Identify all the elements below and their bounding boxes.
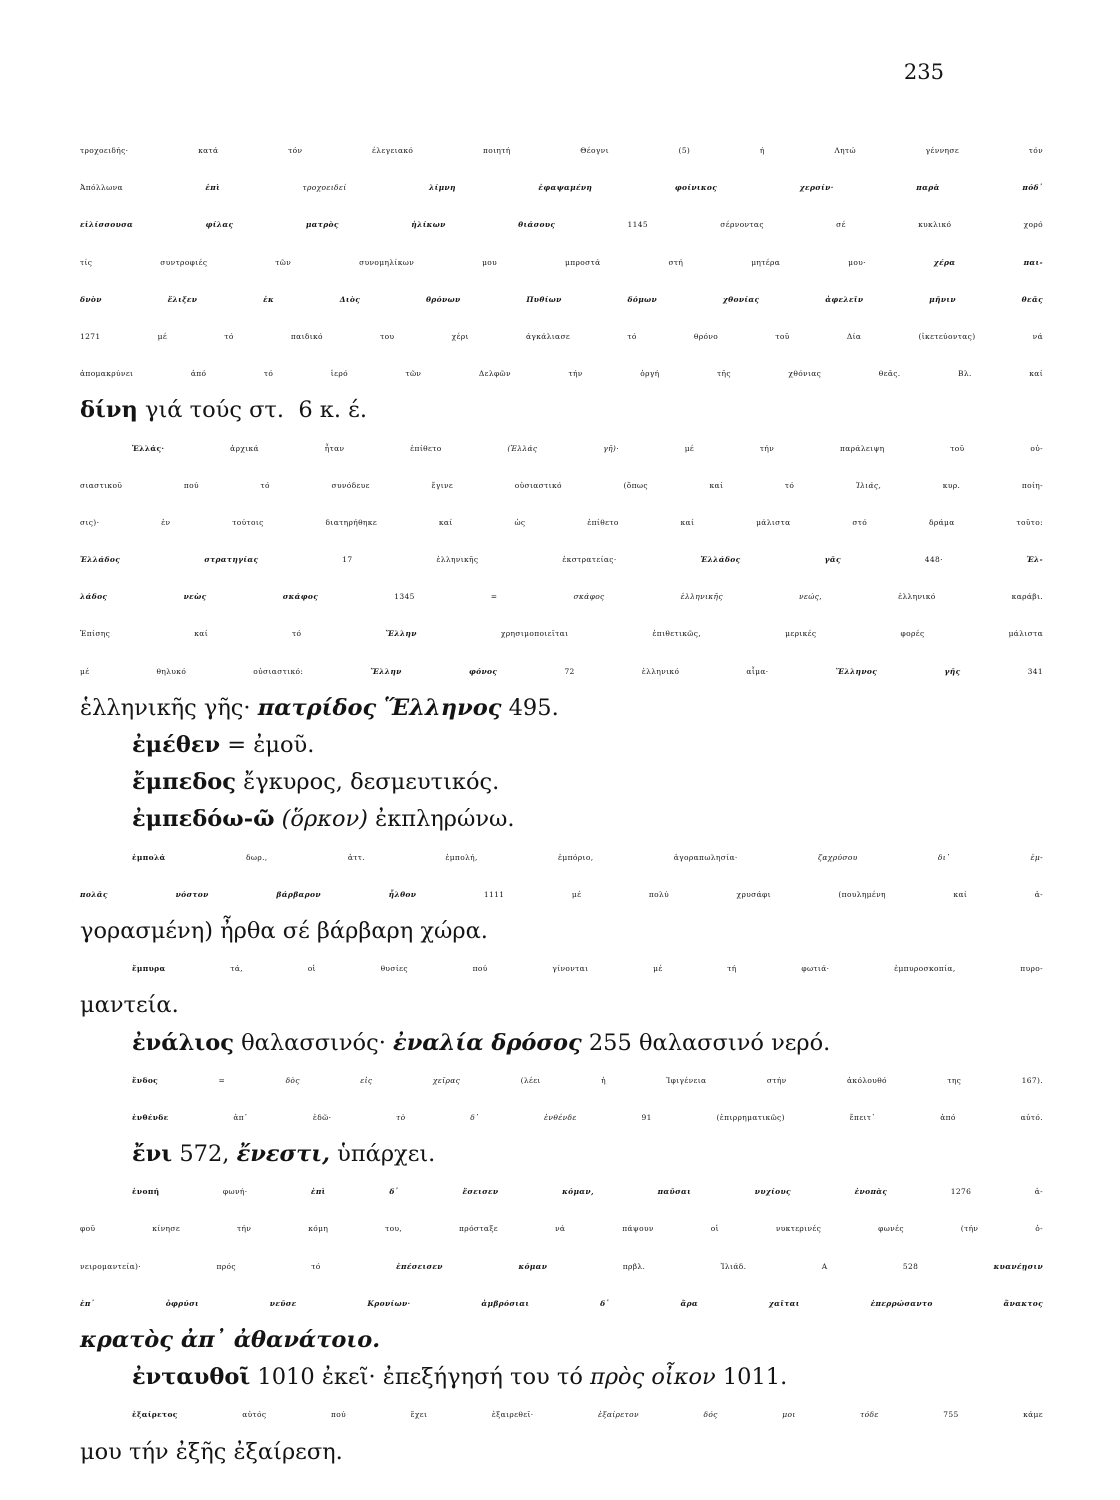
lexicon-text-body: [80, 132, 1043, 1471]
quoted-text: ἐπέσεισεν κόμαν: [396, 1261, 548, 1271]
entry-headword: ἐνάλιος: [132, 1029, 234, 1056]
text-line: [80, 764, 1043, 801]
text-run: τά, οἱ θυσίες πού γίνονται μέ τή φωτιά· ἐμπυροσκοπία, πυρο-: [165, 964, 1043, 974]
text-run: δωρ., ἀττ. ἐμπολή, ἐμπόριο, ἀγοραπωλησία·: [165, 852, 818, 862]
entry-headword: Ἑλλάς·: [132, 443, 165, 453]
text-run: φωνή·: [159, 1187, 311, 1197]
text-line: [80, 1285, 1043, 1322]
text-run: μου τήν ἐξῆς ἐξαίρεση.: [80, 1438, 343, 1465]
entry-headword: ἐμπολά: [132, 852, 166, 862]
quoted-text: ζαχρύσου δι᾽ ἐμ-: [817, 852, 1043, 862]
text-run: 1276 ἀ-: [887, 1187, 1043, 1197]
quoted-text: ἐπὶ δ᾽ ἔσεισεν κόμαν, παῦσαι νυχίους ἐνοπὰς: [310, 1187, 888, 1197]
quoted-text: ἔνεστι,: [236, 1141, 331, 1168]
text-line: [80, 1025, 1043, 1062]
text-run: Ἐπίσης καί τό: [80, 629, 386, 639]
text-line: [80, 206, 1043, 243]
quoted-text: κρατὸς ἀπ᾽ ἀθανάτοιο.: [80, 1327, 381, 1353]
text-line: [80, 504, 1043, 541]
text-line: [80, 839, 1043, 876]
text-run: [220, 183, 302, 192]
text-run: τίς συντροφιές τῶν συνομηλίκων μου μπροστά στή μητέρα μου·: [80, 257, 934, 267]
text-line: [80, 876, 1043, 913]
quoted-text: (Ἑλλάς γῆ): [507, 443, 617, 453]
text-run: 1145 σέρνοντας σέ κυκλικό χορό: [555, 220, 1043, 230]
quoted-text: Ἑλ-: [1026, 555, 1043, 565]
text-run: 341: [960, 666, 1043, 676]
text-run: μαντεία.: [80, 992, 179, 1019]
quoted-text: ἐναλία δρόσος: [393, 1029, 582, 1056]
text-line: [80, 1434, 1043, 1471]
entry-headword: ἐνοπή: [132, 1187, 160, 1197]
entry-headword: ἐξαίρετος: [132, 1410, 178, 1420]
text-run: 91 (ἐπιρρηματικῶς) ἔπειτ᾽ ἀπό αὐτό.: [576, 1112, 1043, 1122]
text-run: 1271 μέ τό παιδικό του χέρι άγκάλιασε τό θρόνο τοῦ Δία (ἰκετεύοντας) νά: [80, 331, 1043, 341]
text-line: [80, 392, 1043, 429]
entry-headword: δίνη: [80, 397, 138, 424]
quoted-text: ἐπ᾽ ὀφρύσι νεῦσε Κρονίων· ἀμβρόσιαι δ᾽ ἄρα χαῖται ἐπερρώσαντο ἄνακτος: [80, 1298, 1043, 1308]
text-run: γιά τούς στ. 6 κ. έ.: [137, 397, 367, 424]
text-run: =: [158, 1075, 286, 1085]
text-line: [80, 1062, 1043, 1099]
text-run: κυρ. ποίη-: [881, 480, 1043, 490]
text-run: χρησιμοποιεῖται ἐπιθετικῶς, μερικές φορές μάλιστα: [416, 629, 1043, 639]
text-run: 572,: [172, 1141, 237, 1168]
text-run: (λέει ἡ Ἰφιγένεια στήν ἀκόλουθό της 167).: [460, 1075, 1044, 1085]
text-line: [80, 913, 1043, 950]
text-run: 1111 μέ πολύ χρυσάφι (πουλημένη καί ἀ-: [416, 889, 1043, 899]
text-line: [80, 318, 1043, 355]
text-line: [80, 132, 1043, 169]
quoted-text: τροχοειδεί: [302, 183, 347, 193]
text-run: 1345 =: [318, 592, 574, 602]
text-run: ἀπομακρύνει ἀπό τό ἱερό τῶν Δελφῶν τήν ὀργή τῆς χθόνιας θεᾶς. Βλ. καί: [80, 369, 1043, 379]
text-run: θαλασσινός·: [233, 1029, 394, 1056]
quoted-text: Ἕλληνος γῆς: [835, 666, 961, 676]
text-run: ἔγκυρος, δεσμευτικός.: [236, 769, 500, 796]
text-run: νειρομαντεία)· πρός τό: [80, 1261, 397, 1271]
entry-headword: ἔμπυρα: [132, 964, 166, 974]
entry-headword: ἔνι: [132, 1141, 173, 1168]
text-line: [80, 801, 1043, 838]
text-run: γορασμένη) ἦρθα σέ βάρβαρη χώρα.: [80, 917, 488, 944]
text-line: [80, 950, 1043, 987]
quoted-text: πολᾶς νόστον βάρβαρον ἦλθον: [80, 889, 417, 899]
text-line: [80, 281, 1043, 318]
text-run: ἑλληνικῆς γῆς·: [80, 694, 258, 721]
text-run: φοῦ κίνησε τήν κόμη του, πρόσταξε νά πάψουν οἱ νυκτερινές φωνές (τήν ὀ-: [80, 1224, 1043, 1234]
quoted-text: τὸ δ᾽ ἐνθένδε: [396, 1112, 577, 1122]
text-run: 72 ἑλληνικό αἷμα·: [497, 666, 836, 676]
quoted-text: λίμνη ἐφαψαμένη φοίνικος χερσίν· παρὰ πόδ᾽: [429, 183, 1044, 193]
text-run: σιαστικοῦ πού τό συνόδευε ἔγινε οὐσιαστικό (ὅπως καί τό: [80, 480, 856, 490]
quoted-text: Ἰλιάς,: [855, 480, 882, 490]
quoted-text: εἰλίσσουσα φίλας ματρὸς ἡλίκων θιάσους: [80, 220, 556, 230]
text-line: [80, 615, 1043, 652]
text-run: 448·: [840, 555, 1027, 565]
text-run: [275, 806, 282, 832]
text-run: 1011.: [715, 1364, 788, 1391]
text-run: · μέ τήν παράλειψη τοῦ οὐ-: [616, 443, 1044, 453]
text-run: 495.: [501, 694, 559, 721]
text-line: [80, 169, 1043, 206]
entry-headword: ἐμέθεν: [132, 732, 221, 758]
text-line: [80, 355, 1043, 392]
quoted-text: πρὸς οἶκον: [590, 1364, 716, 1391]
quoted-text: Ἕλλην: [385, 629, 417, 639]
quoted-text: κυανέῃσιν: [993, 1261, 1043, 1271]
text-run: ἐκπληρώνω.: [367, 806, 515, 833]
text-run: 17 ἑλληνικῆς ἐκστρατείας·: [258, 555, 701, 565]
text-line: [80, 541, 1043, 578]
text-run: τροχοειδής· κατά τόν έλεγειακό ποιητή Θέογνι (5) ή Λητώ γέννησε τόν: [80, 146, 1043, 155]
text-run: πρβλ. Ἰλιάδ. Α 528: [547, 1261, 994, 1271]
text-line: [80, 1210, 1043, 1247]
quoted-text: ἐξαίρετον δός μοι τόδε: [597, 1410, 879, 1420]
text-run: Ἀπόλλωνα: [80, 183, 206, 193]
text-run: = ἐμοῦ.: [220, 732, 315, 758]
text-run: ἀρχικά ἦταν ἐπίθετο: [164, 443, 508, 453]
quoted-text: δνὸν ἕλιξεν ἐκ Διὸς θρόνων Πυθίων δόμων χθονίας ἀφελεῖν μῆνιν θεᾶς: [80, 294, 1043, 304]
text-line: [80, 1099, 1043, 1136]
text-run: σις)· ἐν τούτοις διατηρήθηκε καί ὡς ἐπίθετο καί μάλιστα στό δράμα τοῦτο:: [80, 517, 1043, 527]
quoted-text: (ὅρκον): [281, 806, 368, 833]
text-line: [80, 1173, 1043, 1210]
entry-headword: ἐνταυθοῖ: [132, 1364, 251, 1391]
text-line: [80, 467, 1043, 504]
text-run: ὑπάρχει.: [330, 1141, 436, 1168]
quoted-text: σκάφος ἑλληνικῆς νεώς,: [573, 592, 823, 602]
text-line: [80, 653, 1043, 690]
quoted-text: ἐπὶ: [205, 183, 221, 193]
text-line: [80, 1322, 1043, 1359]
text-line: [80, 1136, 1043, 1173]
text-line: [80, 430, 1043, 467]
entry-headword: ἔνδος: [132, 1075, 159, 1085]
text-line: [80, 690, 1043, 727]
text-run: [347, 183, 429, 192]
entry-headword: ἔμπεδος: [132, 769, 237, 796]
text-line: [80, 1359, 1043, 1396]
text-line: [80, 578, 1043, 615]
quoted-text: Ἕλλην φόνος: [370, 666, 498, 676]
text-run: μέ θηλυκό οὐσιαστικό:: [80, 666, 371, 676]
quoted-text: Ἑλλάδος στρατηγίας: [80, 555, 259, 565]
quoted-text: δὸς εἰς χεῖρας: [285, 1075, 461, 1085]
quoted-text: λάδος νεὼς σκάφος: [80, 592, 319, 602]
text-line: [80, 1396, 1043, 1433]
quoted-text: Ἑλλάδος γᾶς: [700, 555, 841, 565]
text-line: [80, 727, 1043, 764]
quoted-text: πατρίδος Ἕλληνος: [257, 694, 502, 721]
text-run: 1010 ἐκεῖ· ἐπεξήγησή του τό: [250, 1364, 591, 1391]
text-run: 255 θαλασσινό νερό.: [581, 1029, 831, 1056]
text-run: ἀπ᾽ ἐδῶ·: [168, 1112, 397, 1122]
text-run: ἑλληνικό καράβι.: [822, 592, 1043, 602]
text-line: [80, 244, 1043, 281]
quoted-text: χέρα παι-: [933, 257, 1043, 267]
text-line: [80, 1248, 1043, 1285]
page-number: 235: [903, 60, 944, 84]
entry-headword: ἐμπεδόω-ῶ: [132, 806, 275, 833]
text-run: 755 κάμε: [878, 1410, 1043, 1420]
entry-headword: ἐνθένδε: [132, 1112, 169, 1122]
text-line: [80, 987, 1043, 1024]
text-run: αὐτός πού ἔχει ἐξαιρεθεῖ·: [177, 1410, 598, 1420]
